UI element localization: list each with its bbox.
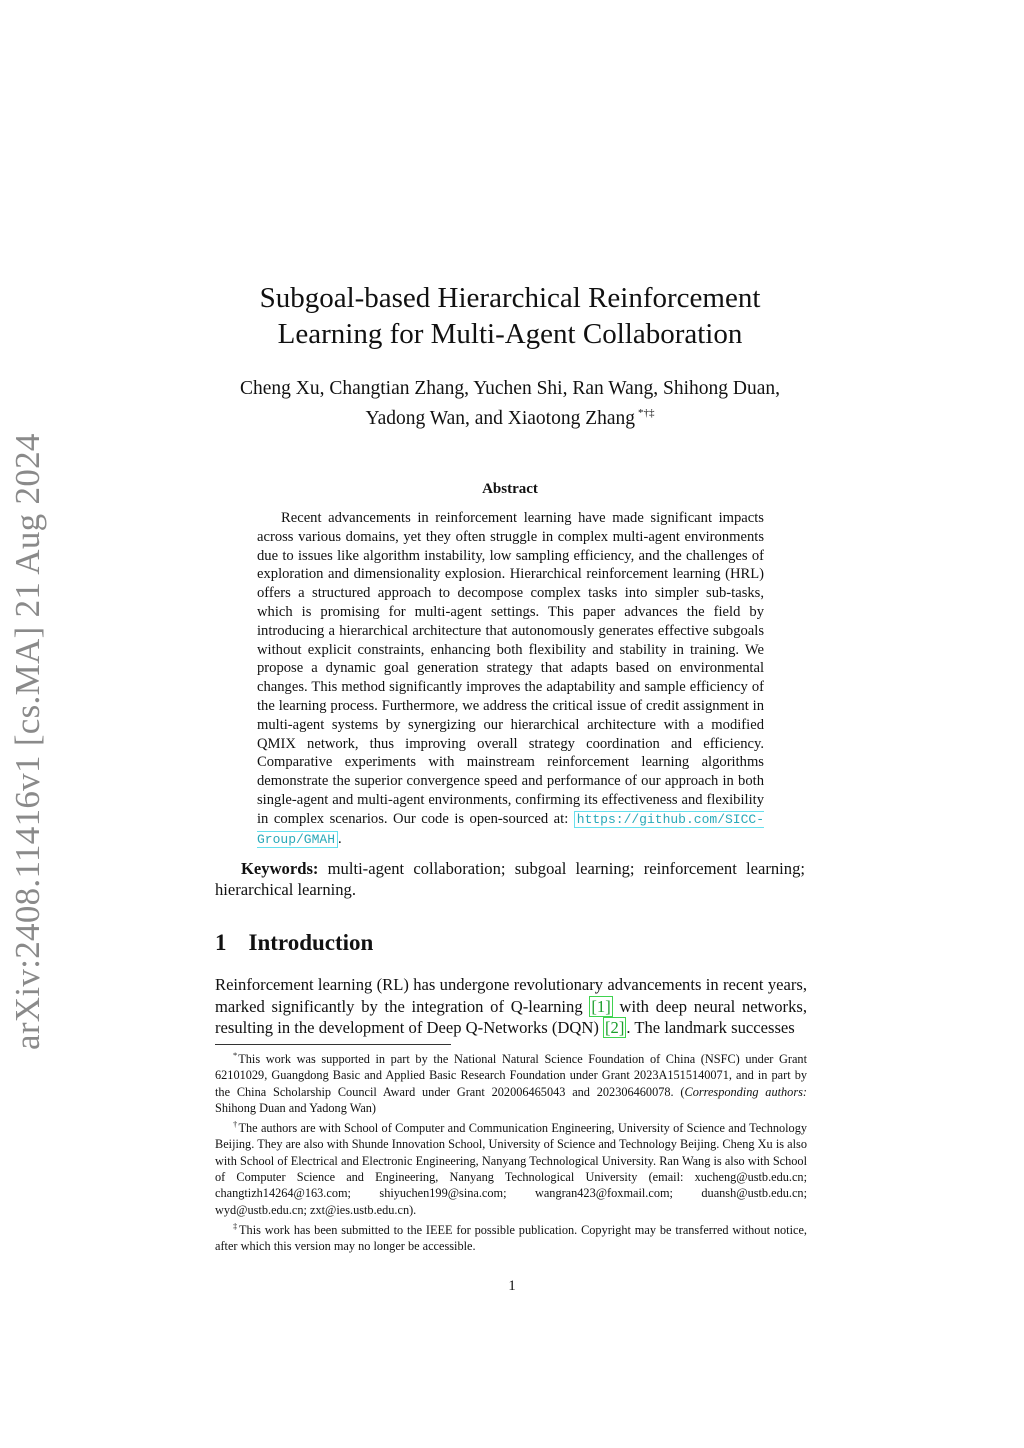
footnote-affiliations xyxy=(215,1116,807,1218)
title-line-2: Learning for Multi-Agent Collaboration xyxy=(277,318,743,350)
abstract-text: Recent advancements in reinforcement learning have made significant impacts across various domains, yet they often struggle in complex multi-agent environments due to issues like algorithm instability, low sampling efficiency, and the challenges of exploration and dimensionality explosion. Hierarchical reinforcement learning (HRL) offers a structured approach to decompose complex tasks into simpler sub-tasks, which is promising for multi-agent settings. This paper advances the field by introducing a hierarchical architecture that autonomously generates effective subgoals without explicit constraints, enhancing both flexibility and stability in training. We propose a dynamic goal generation strategy that adapts based on environmental changes. This method significantly improves the adaptability and sample efficiency of the learning process. Furthermore, we address the critical issue of credit assignment in multi-agent systems by synergizing our hierarchical architecture with a modified QMIX network, thus improving overall strategy coordination and efficiency. Comparative experiments with mainstream reinforcement learning algorithms demonstrate the superior convergence speed and performance of our approach in both single-agent and multi-agent environments, confirming its effectiveness and flexibility in complex scenarios. Our code is open-sourced at: xyxy=(257,510,764,827)
authors-line-2-names: Yadong Wan, and Xiaotong Zhang xyxy=(365,408,636,429)
footnote-2-text: The authors are with School of Computer and Communication Engineering, University of Science and Technology Beijing. They are also with Shunde Innovation School, University of Science and Technology Beijing. Cheng Xu is also with School of Electrical and Electronic Engineering, Nanyang Technological University. Ran Wang is also with School of Computer Science and Engineering, Nanyang Technological University (email: xucheng@ustb.edu.cn; changtizh14264@163.com; shiyuchen199@sina.com; wangran423@foxmail.com; duansh@ustb.edu.cn; wyd@ustb.edu.cn; zxt@ies.ustb.edu.cn). xyxy=(215,1121,807,1217)
section-number: 1 xyxy=(215,930,227,955)
footnote-3-text: This work has been submitted to the IEEE for possible publication. Copyright may be transferred without notice, after which this version may no longer be accessible. xyxy=(215,1222,807,1254)
intro-text-3: . The landmark successes xyxy=(626,1018,795,1037)
abstract-body xyxy=(257,509,764,849)
page-number: 1 xyxy=(508,1278,516,1294)
author-list xyxy=(215,376,805,431)
footnote-funding xyxy=(215,1047,807,1116)
footnotes xyxy=(215,1047,807,1255)
footnote-1-text: This work was supported in part by the National Natural Science Foundation of China (NSFC) under Grant 62101029, Guangdong Basic and Applied Basic Research Foundation under Grant 2023A1515140071, and in part by the China Scholarship Council Award under Grant 202006465043 and 202306460078. ( xyxy=(215,1052,807,1099)
intro-paragraph xyxy=(215,974,807,1039)
arxiv-identifier: arXiv:2408.11416v1 [cs.MA] 21 Aug 2024 xyxy=(8,433,47,1050)
abstract-heading: Abstract xyxy=(482,481,538,497)
footnote-1-end: Shihong Duan and Yadong Wan) xyxy=(215,1100,377,1115)
footnote-mark-2: † xyxy=(233,1119,238,1130)
intro-text-1: Reinforcement learning (RL) has undergone revolutionary advancements in recent years, marked significantly by the integration of Q-learning xyxy=(215,975,807,1016)
keywords xyxy=(215,858,805,900)
footnote-rule xyxy=(215,1044,451,1045)
section-title: Introduction xyxy=(248,930,374,955)
citation-link-2[interactable]: [2] xyxy=(605,1018,625,1037)
section-heading xyxy=(215,930,373,956)
title-line-1: Subgoal-based Hierarchical Reinforcement xyxy=(259,282,761,314)
footnote-1-italic: Corresponding authors: xyxy=(684,1084,807,1099)
author-footnote-marks: *†‡ xyxy=(638,407,655,419)
footnote-mark-3: ‡ xyxy=(233,1220,239,1231)
footnote-mark-1: * xyxy=(233,1050,238,1060)
footnote-ieee-notice xyxy=(215,1218,807,1255)
citation-link-1[interactable]: [1] xyxy=(591,996,611,1016)
keywords-label: Keywords: xyxy=(241,859,319,878)
authors-line-1: Cheng Xu, Changtian Zhang, Yuchen Shi, Ran Wang, Shihong Duan, xyxy=(239,378,781,399)
keywords-text: multi-agent collaboration; subgoal learning; reinforcement learning; hierarchical learning. xyxy=(215,859,805,899)
authors-line-2 xyxy=(215,401,805,431)
code-url-link[interactable]: https://github.com/SICC-Group/GMAH xyxy=(257,811,764,847)
intro-text-2: with deep neural networks, resulting in the development of Deep Q-Networks (DQN) xyxy=(215,996,807,1037)
paper-title xyxy=(215,280,805,352)
abstract-end: . xyxy=(338,830,342,847)
